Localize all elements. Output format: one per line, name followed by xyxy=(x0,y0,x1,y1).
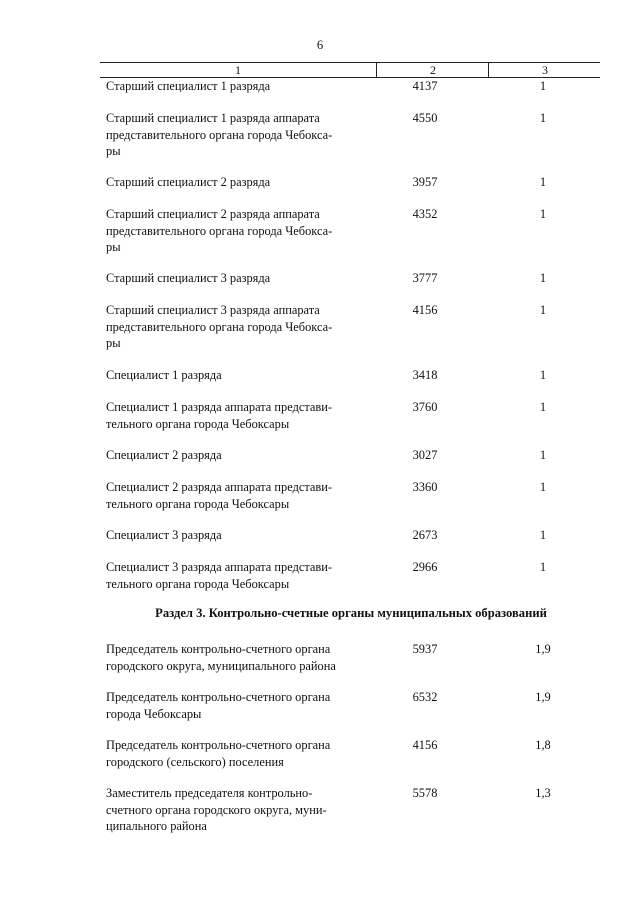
position-name-line: Специалист 1 разряда аппарата представи- xyxy=(106,400,333,414)
position-name xyxy=(106,785,371,835)
salary-value: 5578 xyxy=(412,786,438,800)
position-name xyxy=(106,174,371,191)
position-name-line: городского (сельского) поселения xyxy=(106,754,284,769)
salary-value: 4156 xyxy=(412,738,438,752)
header-col-3: 3 xyxy=(488,63,601,77)
position-name-line: Специалист 3 разряда аппарата представи- xyxy=(106,560,333,574)
header-col-1: 1 xyxy=(235,63,241,77)
salary-value: 2966 xyxy=(412,560,438,574)
position-name xyxy=(106,367,371,384)
coefficient-value: 1 xyxy=(539,79,547,93)
salary-value: 6532 xyxy=(412,690,438,704)
coefficient-value: 1 xyxy=(539,560,547,574)
position-name-line: Старший специалист 1 разряда аппарата xyxy=(106,111,320,125)
salary-value: 3760 xyxy=(412,400,438,414)
coefficient-value: 1 xyxy=(539,528,547,542)
position-name-line: представительного органа города Чебокса- xyxy=(106,127,333,142)
position-name-line: Старший специалист 2 разряда аппарата xyxy=(106,207,320,221)
position-name xyxy=(106,641,371,674)
salary-value: 4156 xyxy=(412,303,438,317)
coefficient-value: 1,8 xyxy=(535,738,551,752)
header-col-2: 2 xyxy=(376,63,489,77)
salary-value: 3360 xyxy=(412,480,438,494)
salary-value: 3027 xyxy=(412,448,438,462)
position-name xyxy=(106,110,371,160)
position-name-line: Старший специалист 3 разряда xyxy=(106,271,271,285)
position-name-line: Заместитель председателя контрольно- xyxy=(106,786,313,800)
section-title: Раздел 3. Контрольно-счетные органы муниципальных образований xyxy=(155,606,547,620)
position-name xyxy=(106,479,371,512)
position-name xyxy=(106,78,371,95)
position-name-line: городского округа, муниципального района xyxy=(106,658,336,673)
position-name-line: счетного органа городского округа, муни- xyxy=(106,802,327,817)
coefficient-value: 1 xyxy=(539,111,547,125)
salary-value: 3957 xyxy=(412,175,438,189)
salary-value: 4137 xyxy=(412,79,438,93)
position-name-line: Председатель контрольно-счетного органа xyxy=(106,642,331,656)
position-name-line: Старший специалист 3 разряда аппарата xyxy=(106,303,320,317)
coefficient-value: 1 xyxy=(539,175,547,189)
position-name xyxy=(106,559,371,592)
position-name-line: Председатель контрольно-счетного органа xyxy=(106,738,331,752)
position-name xyxy=(106,302,371,352)
position-name xyxy=(106,206,371,256)
position-name-line: Специалист 2 разряда xyxy=(106,448,222,462)
position-name xyxy=(106,737,371,770)
salary-value: 5937 xyxy=(412,642,438,656)
table-header xyxy=(100,62,600,78)
position-name-line: представительного органа города Чебокса- xyxy=(106,319,333,334)
position-name-line: Специалист 3 разряда xyxy=(106,528,222,542)
coefficient-value: 1 xyxy=(539,448,547,462)
salary-value: 3418 xyxy=(412,368,438,382)
position-name-line: тельного органа города Чебоксары xyxy=(106,496,290,511)
position-name-line: представительного органа города Чебокса- xyxy=(106,223,333,238)
coefficient-value: 1 xyxy=(539,400,547,414)
coefficient-value: 1 xyxy=(539,207,547,221)
coefficient-value: 1,3 xyxy=(535,786,551,800)
page-number: 6 xyxy=(316,38,324,52)
position-name-line: Старший специалист 2 разряда xyxy=(106,175,271,189)
position-name-line: города Чебоксары xyxy=(106,706,202,721)
position-name xyxy=(106,447,371,464)
position-name-line: Специалист 1 разряда xyxy=(106,368,222,382)
position-name-line: Старший специалист 1 разряда xyxy=(106,79,271,93)
coefficient-value: 1 xyxy=(539,368,547,382)
position-name xyxy=(106,270,371,287)
salary-value: 4352 xyxy=(412,207,438,221)
salary-value: 3777 xyxy=(412,271,438,285)
position-name-line: ры xyxy=(106,240,121,254)
salary-value: 4550 xyxy=(412,111,438,125)
position-name-line: ры xyxy=(106,144,121,158)
coefficient-value: 1 xyxy=(539,271,547,285)
coefficient-value: 1 xyxy=(539,303,547,317)
position-name xyxy=(106,527,371,544)
position-name xyxy=(106,689,371,722)
position-name-line: тельного органа города Чебоксары xyxy=(106,576,290,591)
position-name xyxy=(106,399,371,432)
position-name-line: ры xyxy=(106,336,121,350)
coefficient-value: 1 xyxy=(539,480,547,494)
position-name-line: Председатель контрольно-счетного органа xyxy=(106,690,331,704)
coefficient-value: 1,9 xyxy=(535,690,551,704)
position-name-line: Специалист 2 разряда аппарата представи- xyxy=(106,480,333,494)
coefficient-value: 1,9 xyxy=(535,642,551,656)
salary-value: 2673 xyxy=(412,528,438,542)
position-name-line: ципального района xyxy=(106,819,207,833)
position-name-line: тельного органа города Чебоксары xyxy=(106,416,290,431)
